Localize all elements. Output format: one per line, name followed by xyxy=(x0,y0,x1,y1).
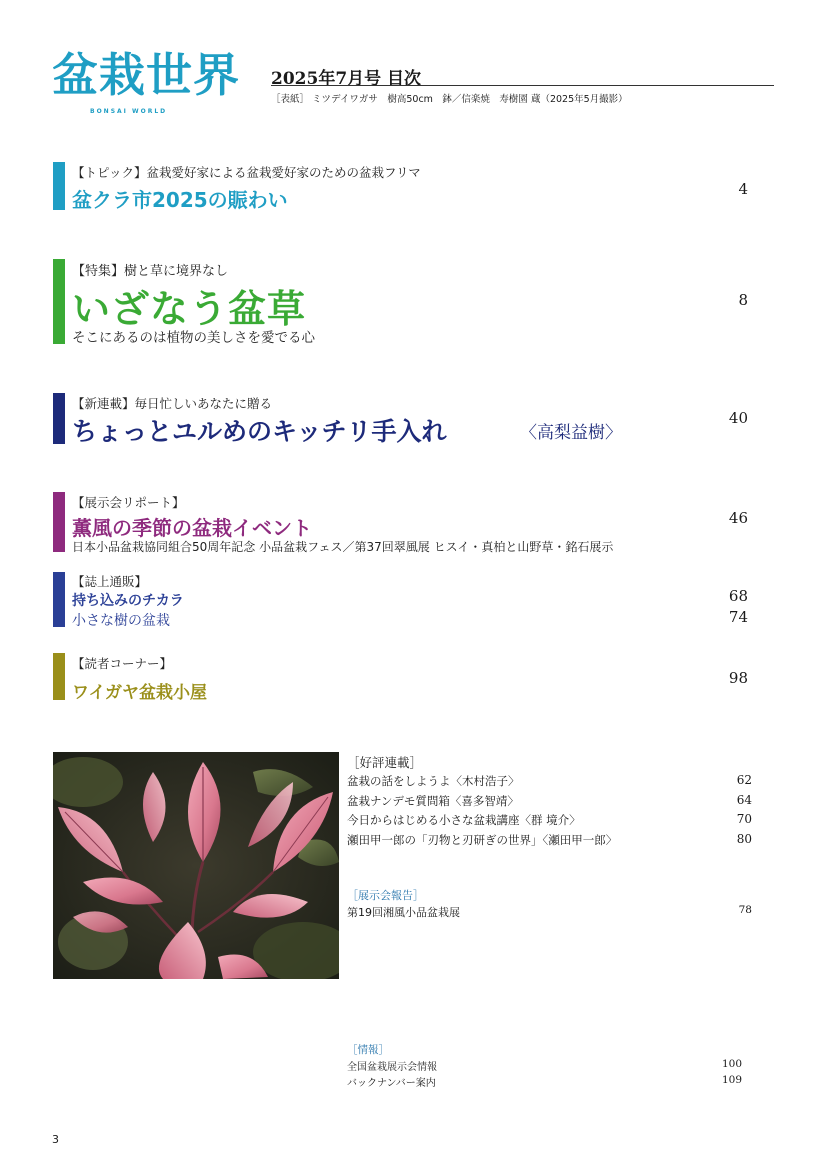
mailorder-item-page: 68 xyxy=(728,587,748,605)
popular-heading: ［好評連載］ xyxy=(347,755,423,770)
serial-label: 【新連載】毎日忙しいあなたに贈る xyxy=(72,396,273,411)
info-item-title[interactable]: 全国盆栽展示会情報 xyxy=(347,1062,437,1073)
mailorder-item-page: 74 xyxy=(728,608,748,626)
page-number: 3 xyxy=(52,1133,59,1146)
topic-label: 【トピック】盆栽愛好家による盆栽愛好家のための盆栽フリマ xyxy=(72,165,421,180)
exhibit-page: 46 xyxy=(728,509,748,527)
mailorder-label: 【誌上通販】 xyxy=(72,574,148,589)
exhibit-label: 【展示会リポート】 xyxy=(72,495,185,510)
feature-page: 8 xyxy=(738,291,748,309)
topic-page: 4 xyxy=(738,180,748,198)
mailorder-item-title[interactable]: 持ち込みのチカラ xyxy=(72,593,184,609)
readers-color-bar xyxy=(53,653,65,700)
plant-photo xyxy=(53,752,339,979)
magazine-logo-subtitle: BONSAI WORLD xyxy=(90,108,168,115)
popular-item-title[interactable]: 盆栽の話をしようよ〈木村浩子〉 xyxy=(347,774,520,788)
readers-label: 【読者コーナー】 xyxy=(72,656,173,671)
exhibit-report-heading: ［展示会報告］ xyxy=(347,889,424,902)
exhibit-subtitle: 日本小品盆栽協同組合50周年記念 小品盆栽フェス／第37回翠風展 ヒスイ・真柏と山野草・銘石展示 xyxy=(72,540,614,554)
info-item-title[interactable]: バックナンバー案内 xyxy=(347,1078,436,1089)
feature-label: 【特集】樹と草に境界なし xyxy=(72,264,229,279)
serial-color-bar xyxy=(53,393,65,444)
popular-item-title[interactable]: 瀬田甲一郎の「刃物と刃研ぎの世界」〈瀬田甲一郎〉 xyxy=(347,833,618,847)
readers-title[interactable]: ワイガヤ盆栽小屋 xyxy=(72,683,207,703)
header-divider xyxy=(271,85,774,86)
topic-color-bar xyxy=(53,162,65,210)
feature-title[interactable]: いざなう盆草 xyxy=(72,287,307,331)
feature-subtitle: そこにあるのは植物の美しさを愛でる心 xyxy=(72,330,315,346)
popular-item-page: 64 xyxy=(736,793,752,807)
serial-author: 〈高梨益樹〉 xyxy=(520,423,622,443)
exhibit-report-item-title[interactable]: 第19回湘風小品盆栽展 xyxy=(347,906,460,919)
popular-item-title[interactable]: 今日からはじめる小さな盆栽講座〈群 境介〉 xyxy=(347,813,581,827)
popular-item-page: 62 xyxy=(736,773,752,787)
issue-title: 2025年7月号 目次 xyxy=(271,69,422,89)
popular-item-title[interactable]: 盆栽ナンデモ質問箱〈喜多智靖〉 xyxy=(347,794,519,808)
topic-title[interactable]: 盆クラ市2025の賑わい xyxy=(72,188,288,212)
exhibit-report-item-page: 78 xyxy=(738,904,752,916)
info-item-page: 100 xyxy=(721,1058,742,1070)
readers-page: 98 xyxy=(728,669,748,687)
exhibit-title[interactable]: 薫風の季節の盆栽イベント xyxy=(72,516,312,540)
feature-color-bar xyxy=(53,259,65,344)
magazine-logo: 盆栽世界 xyxy=(52,48,240,102)
mailorder-item-title[interactable]: 小さな樹の盆栽 xyxy=(72,613,170,629)
exhibit-color-bar xyxy=(53,492,65,552)
cover-caption: ［表紙］ ミツデイワガサ 樹高50cm 鉢／信楽焼 寿樹園 蔵（2025年5月撮影） xyxy=(271,94,628,105)
serial-title[interactable]: ちょっとユルめのキッチリ手入れ xyxy=(72,417,447,446)
info-item-page: 109 xyxy=(721,1074,742,1086)
serial-page: 40 xyxy=(728,409,748,427)
info-heading: ［情報］ xyxy=(347,1044,389,1056)
popular-item-page: 70 xyxy=(736,812,752,826)
popular-item-page: 80 xyxy=(736,832,752,846)
mailorder-color-bar xyxy=(53,572,65,627)
